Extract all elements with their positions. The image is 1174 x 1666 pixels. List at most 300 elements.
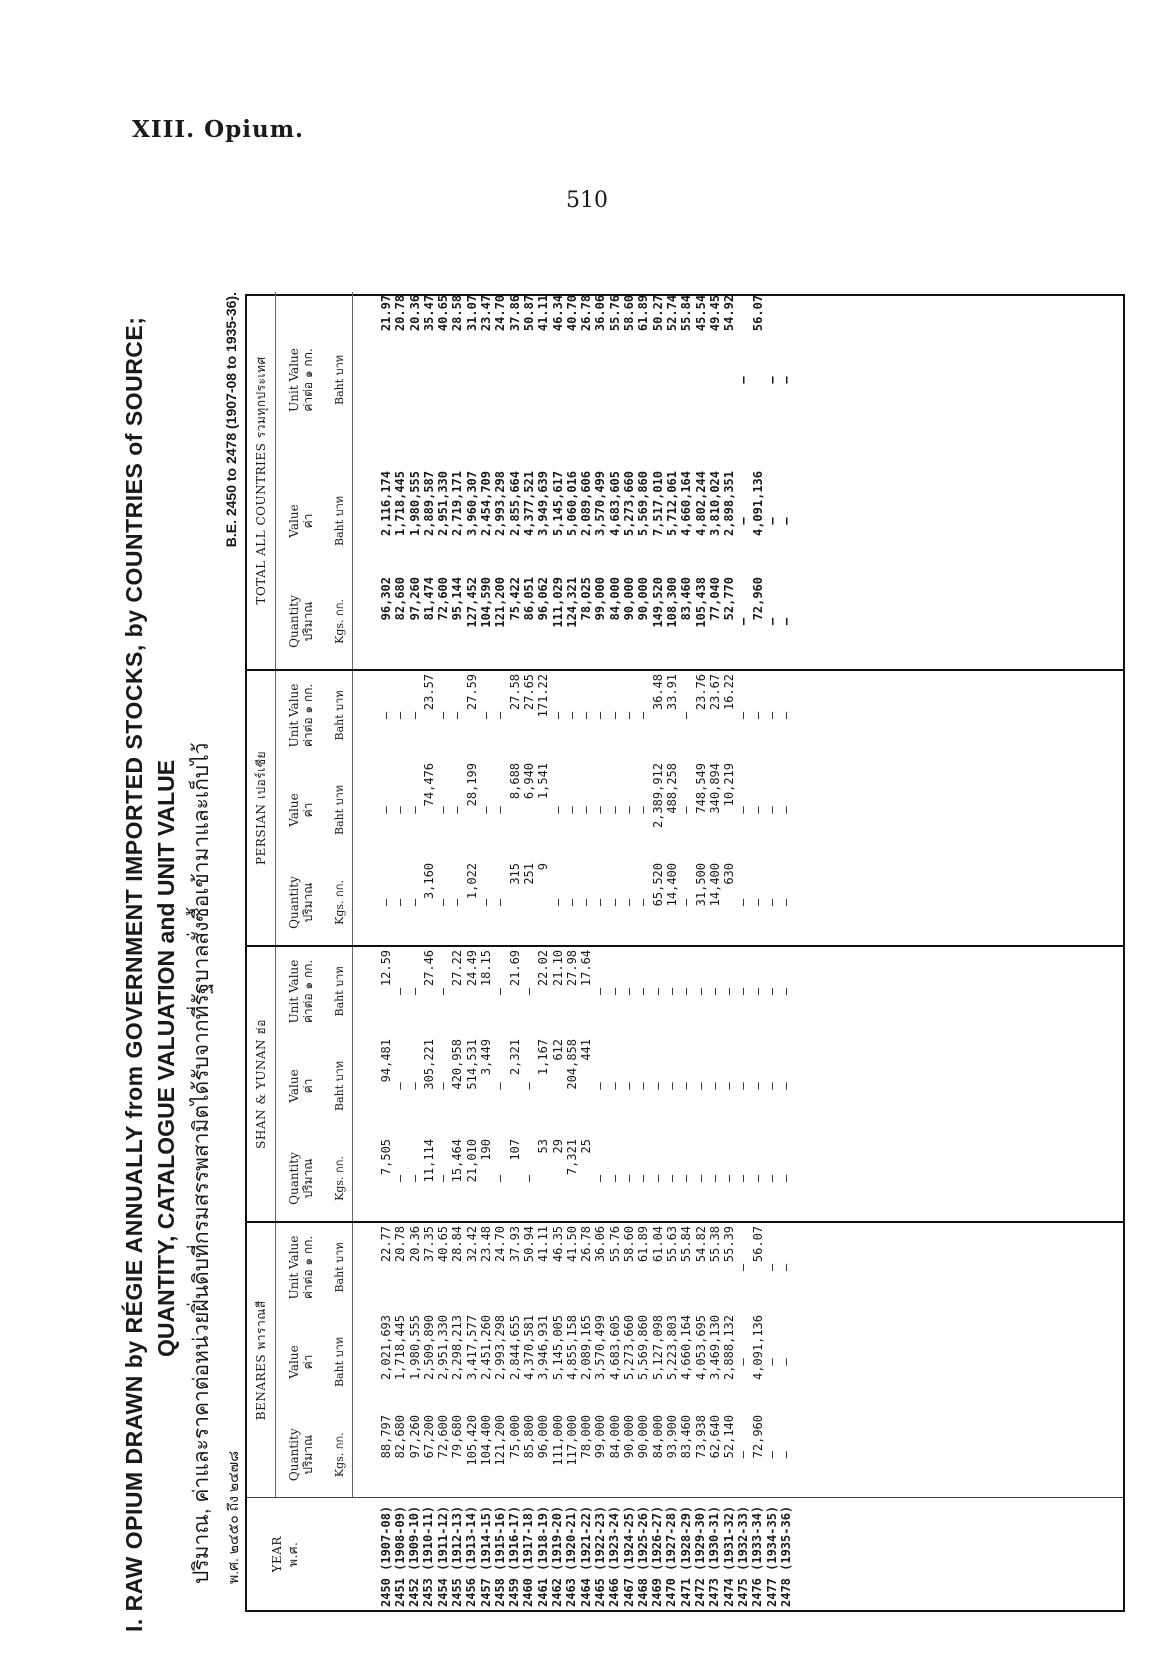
table-cell: — [779,1263,794,1272]
year-cell: 2456 (1913-14) [464,1505,479,1607]
table-cell: 2,889,587 [421,470,436,537]
total-quantity-unit: Kgs. กก. [326,574,353,670]
table-cell: — [636,898,651,907]
table-cell: 54.92 [722,294,737,332]
table-cell: 55.84 [679,1225,694,1263]
persian-quantity-header [276,860,327,946]
table-cell: 514,531 [464,1038,479,1090]
table-cell: 5,569,860 [636,1315,651,1381]
table-cell: — [407,1082,422,1090]
table-cell: — [436,1082,451,1090]
table-cell: — [765,987,780,996]
table-cell: 2,898,351 [722,470,737,537]
table-cell: 46.35 [550,1225,565,1263]
table-cell: — [407,898,422,907]
table-cell: 28,199 [464,762,479,807]
table-cell: 124,321 [564,576,579,628]
benares-unit-label-thai: ค่าต่อ ๑ กก. [301,1235,315,1300]
shan-quantity-column [353,1136,1124,1222]
year-cell: 2460 (1917-18) [521,1505,536,1607]
table-cell: — [379,898,393,907]
benares-quantity-label-thai: ปริมาณ [301,1434,315,1475]
persian-value-column [353,760,1124,860]
table-cell: — [736,1263,751,1272]
total-quantity-label: Quantity [286,595,301,648]
table-cell: 441 [579,1038,594,1061]
year-cell: 2476 (1933-34) [750,1505,765,1607]
section-heading: XIII. Opium. [132,116,305,143]
table-cell: 2,509,890 [421,1315,436,1381]
table-cell: — [664,1174,679,1183]
table-cell: 10,219 [722,762,737,807]
persian-unit-label: Unit Value [286,683,301,748]
total-value-label-thai: ค่า [301,513,315,529]
table-cell: 84,000 [607,1415,622,1459]
table-cell: 1,718,445 [393,1315,408,1381]
table-cell: — [664,1082,679,1090]
table-cell: 5,127,098 [650,1315,665,1381]
table-cell: 24.70 [493,294,508,332]
table-cell: — [679,1082,694,1090]
shan-quantity-label-thai: ปริมาณ [301,1158,315,1199]
table-cell: 27.59 [464,673,479,711]
table-cell: 26.78 [579,294,594,332]
table-cell: — [765,1082,780,1090]
shan-quantity-label: Quantity [286,1152,301,1205]
table-cell: 24.70 [493,1225,508,1263]
total-unit-column [353,292,1124,468]
total-unit-label-thai: ค่าต่อ ๑ กก. [301,348,315,412]
table-cell: 2,454,709 [479,470,494,537]
table-cell: 4,683,605 [607,470,622,537]
table-cell: 78,025 [579,576,594,621]
shan-value-label: Value [286,1069,301,1103]
year-header-thai: พ.ศ. [286,1541,300,1567]
table-cell: — [636,1174,651,1183]
table-cell: 62,640 [707,1415,722,1459]
table-cell: 83,460 [679,576,694,621]
table-cell: 4,855,158 [564,1315,579,1381]
table-cell: — [564,898,579,907]
table-cell: 117,000 [564,1415,579,1466]
table-cell: — [636,1082,651,1090]
table-cell: 53 [536,1138,551,1154]
table-cell: 340,894 [707,762,722,814]
total-header: TOTAL ALL COUNTRIES รวมทุกประเทศ [247,292,276,670]
table-cell: 8,688 [507,762,522,800]
table-cell: 37.86 [507,294,522,332]
table-cell: 11,114 [421,1138,436,1183]
table-cell: 2,021,693 [379,1315,393,1381]
table-cell: 1,167 [536,1038,551,1076]
persian-unit-unit: Baht บาท [326,670,353,760]
benares-value-label: Value [286,1345,301,1379]
benares-unit-unit: Baht บาท [326,1222,353,1312]
table-cell: 82,680 [393,1415,408,1459]
table-cell: 78,000 [579,1415,594,1459]
table-cell: 2,389,912 [650,762,665,829]
table-cell: 41.11 [536,1225,551,1263]
table-cell: — [393,1174,408,1183]
table-cell: — [479,711,494,720]
table-cell: 7,517,010 [650,470,665,537]
year-unit-cell [326,1498,353,1610]
table-cell: 6,940 [521,762,536,800]
table-cell: — [607,987,622,996]
table-cell: — [722,987,737,996]
table-cell: — [593,1082,608,1090]
table-cell: — [750,806,765,814]
period-english: B.E. 2450 to 2478 (1907-08 to 1935-36). [223,292,239,548]
table-cell: 96,062 [536,576,551,621]
table-cell: 31.07 [464,294,479,332]
table-cell: 5,145,617 [550,470,565,537]
table-cell: — [407,806,422,814]
table-cell: — [393,711,408,720]
table-cell: — [750,1082,765,1090]
benares-value-header [276,1312,327,1412]
year-cell: 2473 (1930-31) [707,1505,722,1607]
table-cell: 16.22 [722,673,737,711]
table-cell: 17.64 [579,949,594,987]
benares-unit-label: Unit Value [286,1235,301,1300]
year-cell: 2478 (1935-36) [778,1505,793,1607]
table-cell: 24.49 [464,949,479,987]
shan-quantity-header [276,1136,327,1222]
table-cell: 4,660,164 [679,470,694,537]
persian-quantity-label: Quantity [286,876,301,929]
table-cell: 58.60 [622,1225,637,1263]
table-cell: 50.87 [521,294,536,332]
title-line-1: I. RAW OPIUM DRAWN by RÉGIE ANNUALLY from GOVERNMENT IMPORTED STOCKS, by COUNTRIES of SOURCE; [121,316,147,1632]
table-cell: 5,712,061 [664,470,679,537]
year-cell: 2454 (1911-12) [435,1505,450,1607]
table-cell: — [450,711,465,720]
table-cell: — [436,711,451,720]
table-cell: 27.22 [450,949,465,987]
table-cell: 7,321 [564,1138,579,1176]
persian-quantity-label-thai: ปริมาณ [301,882,315,923]
table-cell: 2,089,165 [579,1315,594,1381]
table-cell: 4,091,136 [750,1315,765,1381]
table-cell: — [779,517,794,525]
table-cell: 96,302 [379,576,393,621]
table-cell: — [622,987,637,996]
table-cell: — [736,1082,751,1090]
persian-value-label: Value [286,793,301,827]
table-cell: 55.39 [722,1225,737,1263]
year-cell: 2459 (1916-17) [507,1505,522,1607]
table-cell: — [693,1174,708,1183]
year-cell: 2469 (1926-27) [650,1505,665,1607]
table-cell: 52,140 [722,1415,737,1459]
table-cell: 22.02 [536,949,551,987]
table-cell: 61.89 [636,294,651,332]
table-cell: 40.70 [564,294,579,332]
year-cell: 2463 (1920-21) [564,1505,579,1607]
table-cell: — [607,1174,622,1183]
table-cell: — [564,711,579,720]
table-cell: 7,505 [379,1138,393,1176]
table-cell: 25 [579,1138,594,1154]
table-cell: 171.22 [536,673,551,718]
table-cell: 5,145,005 [550,1315,565,1381]
table-cell: 2,451,260 [479,1315,494,1381]
table-cell: — [722,1082,737,1090]
table-cell: 41.11 [536,294,551,332]
table-cell: — [479,806,494,814]
table-cell: — [493,711,508,720]
table-cell: — [650,1174,665,1183]
table-cell: — [779,987,794,996]
benares-quantity-header [276,1412,327,1498]
table-cell: 2,844,655 [507,1315,522,1381]
table-cell: 5,060,016 [564,470,579,537]
table-cell: 84,000 [607,576,622,621]
year-cell: 2471 (1928-29) [678,1505,693,1607]
table-cell: 27.46 [421,949,436,987]
table-cell: 21.97 [379,294,393,332]
table-cell: 4,802,244 [693,470,708,537]
table-body [353,292,1124,1610]
table-cell: 612 [550,1038,565,1061]
persian-header: PERSIAN เปอร์เซีย [247,670,276,946]
table-cell: 97,260 [407,1415,422,1459]
table-cell: 4,683,605 [607,1315,622,1381]
table-cell: 23.76 [693,673,708,711]
table-cell: 55.84 [679,294,694,332]
table-cell: — [779,1174,794,1183]
table-cell: 50.27 [650,294,665,332]
table-cell: 99,000 [593,576,608,621]
table-cell: — [521,1082,536,1090]
table-cell: — [650,987,665,996]
table-cell: — [693,987,708,996]
table-cell: 149,520 [650,576,665,628]
table-cell: — [765,1358,780,1366]
total-value-unit: Baht บาท [326,468,353,574]
table-cell: 84,000 [650,1415,665,1459]
table-cell: 90,000 [636,576,651,621]
year-cell: 2450 (1907-08) [378,1505,393,1607]
table-cell: 127,452 [464,576,479,628]
table-cell: — [436,1174,451,1183]
table-cell: 31,500 [693,862,708,907]
table-cell: 107 [507,1138,522,1161]
rotated-table-page [115,272,1155,1652]
table-cell: — [622,711,637,720]
table-cell: — [707,1174,722,1183]
table-cell: 45.54 [693,294,708,332]
table-cell: 33.91 [664,673,679,711]
table-cell: 72,960 [750,1415,765,1459]
table-cell: — [736,1174,751,1183]
table-cell: 121,200 [493,1415,508,1466]
table-cell: — [622,806,637,814]
table-cell: 26.78 [579,1225,594,1263]
shan-value-unit: Baht บาท [326,1036,353,1136]
table-cell: — [593,1174,608,1183]
table-cell: — [379,806,393,814]
table-cell: 305,221 [421,1038,436,1090]
table-cell: — [579,806,594,814]
table-cell: 1,980,555 [407,1315,422,1381]
table-cell: 14,400 [664,862,679,907]
table-cell: — [750,898,765,907]
table-cell: — [550,898,565,907]
table-cell: 75,000 [507,1415,522,1459]
table-cell: 27.65 [521,673,536,711]
table-cell: — [564,806,579,814]
table-cell: 49.45 [707,294,722,332]
table-cell: 20.78 [393,1225,408,1263]
table-cell: 83,460 [679,1415,694,1459]
table-cell: 72,600 [436,1415,451,1459]
table-cell: — [550,711,565,720]
table-cell: 3,449 [479,1038,494,1076]
table-cell: 23.67 [707,673,722,711]
table-cell: 96,000 [536,1415,551,1459]
table-cell: 3,469,130 [707,1315,722,1381]
persian-quantity-unit: Kgs. กก. [326,860,353,946]
table-cell: 88,797 [379,1415,393,1459]
table-cell: 108,300 [664,576,679,628]
table-cell: 52.74 [664,294,679,332]
table-cell: 1,980,555 [407,470,422,537]
table-cell: 97,260 [407,576,422,621]
table-cell: 748,549 [693,762,708,814]
total-unit-header [276,292,327,468]
table-cell: 21.10 [550,949,565,987]
table-cell: 28.84 [450,1225,465,1263]
table-cell: 86,051 [521,576,536,621]
table-cell: 104,590 [479,576,494,628]
table-cell: — [707,1082,722,1090]
table-cell: 5,223,803 [664,1315,679,1381]
table-cell: — [765,1263,780,1272]
year-column [353,1498,1124,1610]
table-cell: 4,660,164 [679,1315,694,1381]
table-cell: 40.65 [436,1225,451,1263]
persian-value-unit: Baht บาท [326,760,353,860]
table-cell: 5,273,660 [622,1315,637,1381]
table-cell: 36.06 [593,1225,608,1263]
table-cell: 75,422 [507,576,522,621]
table-cell: — [450,806,465,814]
year-cell: 2475 (1932-33) [735,1505,750,1607]
year-cell: 2468 (1925-26) [635,1505,650,1607]
table-cell: — [593,987,608,996]
table-cell: — [736,617,751,626]
table-cell: 40.65 [436,294,451,332]
table-cell: 23.47 [479,294,494,332]
table-cell: 105,420 [464,1415,479,1466]
benares-quantity-unit: Kgs. กก. [326,1412,353,1498]
table-cell: — [593,898,608,907]
table-cell: 20.36 [407,1225,422,1263]
table-cell: — [407,711,422,720]
table-cell: — [750,987,765,996]
table-cell: — [779,1358,794,1366]
table-cell: 111,000 [550,1415,565,1466]
total-quantity-header [276,574,327,670]
table-cell: 72,960 [750,576,765,621]
table-cell: — [707,987,722,996]
table-cell: 2,298,213 [450,1315,465,1381]
shan-unit-unit: Baht บาท [326,946,353,1036]
table-cell: — [550,806,565,814]
table-cell: 41.50 [564,1225,579,1263]
year-cell: 2465 (1922-23) [592,1505,607,1607]
year-cell: 2457 (1914-15) [478,1505,493,1607]
table-cell: 35.47 [421,294,436,332]
table-cell: — [765,806,780,814]
table-cell: 1,022 [464,862,479,900]
table-cell: 488,258 [664,762,679,814]
table-cell: — [436,806,451,814]
table-cell: — [521,1174,536,1183]
table-cell: 56.07 [750,294,765,332]
period-thai: พ.ศ. ๒๔๕๐ ถึง ๒๔๗๘ [225,1451,241,1584]
shan-quantity-unit: Kgs. กก. [326,1136,353,1222]
shan-unit-label: Unit Value [286,959,301,1024]
table-cell: — [593,806,608,814]
table-cell: 67,200 [421,1415,436,1459]
benares-unit-header [276,1222,327,1312]
table-cell: 3,570,499 [593,1315,608,1381]
persian-value-header [276,760,327,860]
table-cell: 72,600 [436,576,451,621]
year-header [247,1498,326,1610]
opium-table [245,294,1125,1612]
table-cell: — [736,806,751,814]
table-cell: — [779,376,794,384]
shan-unit-column [353,946,1124,1036]
year-header-en: YEAR [270,1536,284,1573]
table-cell: 55.63 [664,1225,679,1263]
year-cell: 2470 (1927-28) [664,1505,679,1607]
year-cell: 2464 (1921-22) [578,1505,593,1607]
table-cell: — [436,987,451,996]
table-cell: 2,993,298 [493,470,508,537]
table-cell: — [765,376,780,384]
table-cell: 46.34 [550,294,565,332]
table-cell: — [493,1082,508,1090]
shan-header: SHAN & YUNAN ฮ่อ [247,946,276,1222]
table-cell: 56.07 [750,1225,765,1263]
table-cell: — [736,987,751,996]
table-cell: 190 [479,1138,494,1161]
shan-value-label-thai: ค่า [301,1078,315,1094]
total-unit-unit: Baht บาท [326,292,353,468]
page-number: 510 [566,188,608,213]
table-cell: 20.36 [407,294,422,332]
table-cell: — [450,898,465,907]
table-cell: — [607,898,622,907]
table-cell: 36.06 [593,294,608,332]
table-cell: 12.59 [379,949,393,987]
table-cell: 36.48 [650,673,665,711]
table-cell: — [765,898,780,907]
table-cell: — [493,1174,508,1183]
table-cell: — [493,987,508,996]
persian-unit-column [353,670,1124,760]
table-cell: — [679,711,694,720]
table-cell: 90,000 [636,1415,651,1459]
table-cell: 2,116,174 [379,470,393,537]
table-cell: 4,377,521 [521,470,536,537]
table-cell: — [736,898,751,907]
